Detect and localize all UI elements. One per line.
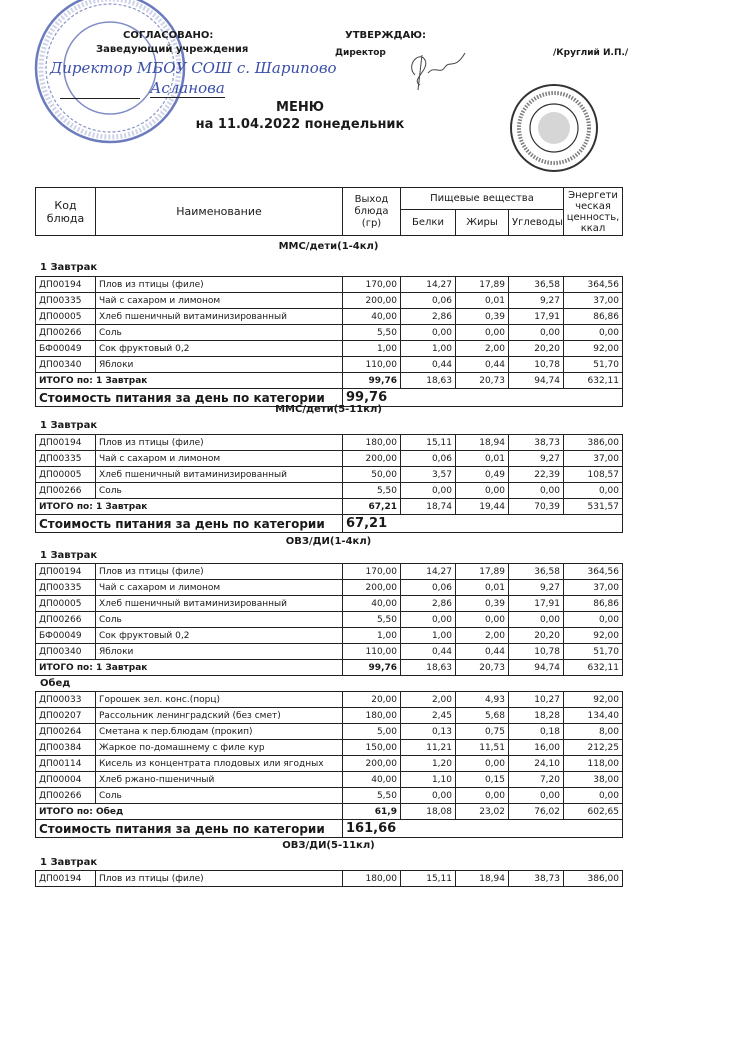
- fat-cell: 0,00: [456, 788, 509, 804]
- dish-code-cell: ДП00266: [36, 325, 96, 341]
- total-protein-cell: 18,74: [401, 499, 456, 515]
- carbs-cell: 0,18: [509, 724, 564, 740]
- meal-name: 1 Завтрак: [40, 857, 98, 868]
- dish-code-cell: БФ00049: [36, 628, 96, 644]
- protein-cell: 3,57: [401, 467, 456, 483]
- meal-name: Обед: [40, 678, 71, 689]
- table-row: [36, 277, 623, 293]
- fat-cell: 0,75: [456, 724, 509, 740]
- carbs-cell: 36,58: [509, 564, 564, 580]
- dish-code-cell: ДП00194: [36, 564, 96, 580]
- total-fat-cell: 20,73: [456, 660, 509, 676]
- menu-date: на 11.04.2022 понедельник: [195, 117, 405, 132]
- protein-cell: 2,45: [401, 708, 456, 724]
- cost-value: 67,21: [343, 515, 401, 533]
- energy-cell: 386,00: [564, 435, 623, 451]
- meal-name: 1 Завтрак: [40, 420, 98, 431]
- dish-code-cell: ДП00194: [36, 871, 96, 887]
- total-row: [36, 499, 623, 515]
- protein-cell: 15,11: [401, 435, 456, 451]
- table-row: [36, 483, 623, 499]
- fat-cell: 11,51: [456, 740, 509, 756]
- total-label: ИТОГО по: 1 Завтрак: [36, 373, 343, 389]
- dish-yield-cell: 40,00: [343, 772, 401, 788]
- dish-code-cell: ДП00004: [36, 772, 96, 788]
- carbs-cell: 20,20: [509, 341, 564, 357]
- total-carbs-cell: 70,39: [509, 499, 564, 515]
- dish-code-cell: ДП00207: [36, 708, 96, 724]
- total-row: [36, 373, 623, 389]
- dish-code-cell: ДП00005: [36, 596, 96, 612]
- dish-yield-cell: 180,00: [343, 435, 401, 451]
- dish-yield-cell: 40,00: [343, 596, 401, 612]
- dish-yield-cell: 200,00: [343, 451, 401, 467]
- energy-cell: 108,57: [564, 467, 623, 483]
- total-label: ИТОГО по: 1 Завтрак: [36, 499, 343, 515]
- total-fat-cell: 19,44: [456, 499, 509, 515]
- table-row: [36, 325, 623, 341]
- carbs-cell: 0,00: [509, 788, 564, 804]
- dish-yield-cell: 200,00: [343, 580, 401, 596]
- table-row: [36, 612, 623, 628]
- director-stamp: [508, 82, 600, 174]
- total-label: ИТОГО по: 1 Завтрак: [36, 660, 343, 676]
- carbs-cell: 9,27: [509, 580, 564, 596]
- dish-yield-cell: 50,00: [343, 467, 401, 483]
- fat-cell: 18,94: [456, 871, 509, 887]
- dish-name-cell: Хлеб пшеничный витаминизированный: [96, 309, 343, 325]
- fat-cell: 0,00: [456, 325, 509, 341]
- meal-name: 1 Завтрак: [40, 550, 98, 561]
- energy-cell: 92,00: [564, 628, 623, 644]
- dish-code-cell: ДП00335: [36, 580, 96, 596]
- meal-table: [35, 276, 623, 407]
- meal-name: 1 Завтрак: [40, 262, 98, 273]
- fat-cell: 0,01: [456, 580, 509, 596]
- dish-code-cell: ДП00033: [36, 692, 96, 708]
- approved-role: Директор: [335, 48, 386, 58]
- dish-name-cell: Хлеб пшеничный витаминизированный: [96, 467, 343, 483]
- total-yield-cell: 61,9: [343, 804, 401, 820]
- fat-cell: 0,39: [456, 309, 509, 325]
- dish-name-cell: Плов из птицы (филе): [96, 564, 343, 580]
- energy-cell: 37,00: [564, 580, 623, 596]
- protein-cell: 1,00: [401, 341, 456, 357]
- total-carbs-cell: 94,74: [509, 373, 564, 389]
- dish-name-cell: Чай с сахаром и лимоном: [96, 451, 343, 467]
- col-protein: Белки: [401, 210, 456, 236]
- energy-cell: 51,70: [564, 357, 623, 373]
- fat-cell: 18,94: [456, 435, 509, 451]
- dish-yield-cell: 110,00: [343, 644, 401, 660]
- total-fat-cell: 20,73: [456, 373, 509, 389]
- fat-cell: 0,00: [456, 756, 509, 772]
- table-row: [36, 628, 623, 644]
- carbs-cell: 17,91: [509, 309, 564, 325]
- protein-cell: 14,27: [401, 564, 456, 580]
- dish-yield-cell: 20,00: [343, 692, 401, 708]
- protein-cell: 1,20: [401, 756, 456, 772]
- carbs-cell: 7,20: [509, 772, 564, 788]
- fat-cell: 0,49: [456, 467, 509, 483]
- protein-cell: 0,06: [401, 451, 456, 467]
- table-row: [36, 564, 623, 580]
- total-protein-cell: 18,08: [401, 804, 456, 820]
- fat-cell: 0,44: [456, 644, 509, 660]
- dish-name-cell: Горошек зел. конс.(порц): [96, 692, 343, 708]
- carbs-cell: 36,58: [509, 277, 564, 293]
- energy-cell: 118,00: [564, 756, 623, 772]
- dish-yield-cell: 5,50: [343, 612, 401, 628]
- table-row: [36, 644, 623, 660]
- protein-cell: 0,44: [401, 357, 456, 373]
- dish-code-cell: ДП00266: [36, 612, 96, 628]
- dish-code-cell: ДП00266: [36, 483, 96, 499]
- protein-cell: 2,86: [401, 309, 456, 325]
- col-carbs: Углеводы: [509, 210, 564, 236]
- agreed-role: Заведующий учреждения: [96, 44, 249, 55]
- dish-name-cell: Соль: [96, 325, 343, 341]
- col-nutrients: Пищевые вещества: [401, 188, 564, 210]
- protein-cell: 0,06: [401, 580, 456, 596]
- table-row: [36, 293, 623, 309]
- fat-cell: 4,93: [456, 692, 509, 708]
- dish-name-cell: Плов из птицы (филе): [96, 871, 343, 887]
- fat-cell: 17,89: [456, 564, 509, 580]
- dish-yield-cell: 170,00: [343, 277, 401, 293]
- table-row: [36, 467, 623, 483]
- dish-yield-cell: 5,50: [343, 788, 401, 804]
- protein-cell: 2,86: [401, 596, 456, 612]
- dish-name-cell: Сметана к пер.блюдам (прокип): [96, 724, 343, 740]
- cost-value: 161,66: [343, 820, 401, 838]
- agreed-handwritten-note: Директор МБОУ СОШ с. Шарипово: [50, 59, 337, 77]
- fat-cell: 0,39: [456, 596, 509, 612]
- dish-code-cell: ДП00005: [36, 467, 96, 483]
- table-row: [36, 788, 623, 804]
- dish-yield-cell: 5,50: [343, 325, 401, 341]
- dish-name-cell: Сок фруктовый 0,2: [96, 628, 343, 644]
- carbs-cell: 16,00: [509, 740, 564, 756]
- col-name: Наименование: [96, 188, 343, 236]
- dish-name-cell: Соль: [96, 788, 343, 804]
- table-row: [36, 357, 623, 373]
- dish-code-cell: ДП00335: [36, 451, 96, 467]
- protein-cell: 0,00: [401, 483, 456, 499]
- energy-cell: 38,00: [564, 772, 623, 788]
- total-protein-cell: 18,63: [401, 373, 456, 389]
- cost-label: Стоимость питания за день по категории: [36, 515, 343, 533]
- dish-yield-cell: 5,50: [343, 483, 401, 499]
- protein-cell: 11,21: [401, 740, 456, 756]
- dish-name-cell: Плов из птицы (филе): [96, 277, 343, 293]
- carbs-cell: 38,73: [509, 871, 564, 887]
- dish-yield-cell: 1,00: [343, 628, 401, 644]
- dish-name-cell: Сок фруктовый 0,2: [96, 341, 343, 357]
- carbs-cell: 10,27: [509, 692, 564, 708]
- protein-cell: 0,00: [401, 612, 456, 628]
- protein-cell: 0,00: [401, 325, 456, 341]
- dish-code-cell: ДП00335: [36, 293, 96, 309]
- dish-name-cell: Соль: [96, 612, 343, 628]
- section-label: ОВЗ/ДИ(5-11кл): [282, 840, 375, 851]
- dish-name-cell: Хлеб пшеничный витаминизированный: [96, 596, 343, 612]
- meal-table: [35, 691, 623, 838]
- protein-cell: 1,10: [401, 772, 456, 788]
- total-row: [36, 660, 623, 676]
- dish-code-cell: ДП00194: [36, 277, 96, 293]
- agreed-signature: Асланова: [150, 79, 225, 97]
- total-yield-cell: 67,21: [343, 499, 401, 515]
- table-row: [36, 309, 623, 325]
- protein-cell: 14,27: [401, 277, 456, 293]
- dish-name-cell: Соль: [96, 483, 343, 499]
- energy-cell: 37,00: [564, 451, 623, 467]
- fat-cell: 0,00: [456, 612, 509, 628]
- table-row: [36, 740, 623, 756]
- fat-cell: 5,68: [456, 708, 509, 724]
- protein-cell: 0,13: [401, 724, 456, 740]
- menu-header-table: [35, 187, 623, 236]
- dish-name-cell: Яблоки: [96, 644, 343, 660]
- fat-cell: 0,00: [456, 483, 509, 499]
- carbs-cell: 0,00: [509, 483, 564, 499]
- fat-cell: 2,00: [456, 628, 509, 644]
- section-label: ММС/дети(5-11кл): [275, 404, 382, 415]
- total-carbs-cell: 76,02: [509, 804, 564, 820]
- fat-cell: 0,01: [456, 451, 509, 467]
- dish-yield-cell: 180,00: [343, 871, 401, 887]
- dish-code-cell: ДП00194: [36, 435, 96, 451]
- total-energy-cell: 602,65: [564, 804, 623, 820]
- energy-cell: 364,56: [564, 277, 623, 293]
- fat-cell: 0,44: [456, 357, 509, 373]
- total-energy-cell: 632,11: [564, 373, 623, 389]
- energy-cell: 364,56: [564, 564, 623, 580]
- carbs-cell: 18,28: [509, 708, 564, 724]
- dish-name-cell: Рассольник ленинградский (без смет): [96, 708, 343, 724]
- total-yield-cell: 99,76: [343, 660, 401, 676]
- energy-cell: 86,86: [564, 596, 623, 612]
- dish-name-cell: Хлеб ржано-пшеничный: [96, 772, 343, 788]
- energy-cell: 212,25: [564, 740, 623, 756]
- energy-cell: 0,00: [564, 483, 623, 499]
- energy-cell: 92,00: [564, 692, 623, 708]
- dish-code-cell: ДП00114: [36, 756, 96, 772]
- cost-row: [36, 515, 623, 533]
- dish-code-cell: ДП00264: [36, 724, 96, 740]
- protein-cell: 0,44: [401, 644, 456, 660]
- table-row: [36, 435, 623, 451]
- carbs-cell: 20,20: [509, 628, 564, 644]
- cost-label: Стоимость питания за день по категории: [36, 389, 343, 407]
- table-row: [36, 580, 623, 596]
- signature-line: [60, 98, 140, 99]
- dish-yield-cell: 200,00: [343, 756, 401, 772]
- fat-cell: 0,15: [456, 772, 509, 788]
- carbs-cell: 22,39: [509, 467, 564, 483]
- energy-cell: 92,00: [564, 341, 623, 357]
- table-row: [36, 724, 623, 740]
- energy-cell: 0,00: [564, 325, 623, 341]
- total-energy-cell: 632,11: [564, 660, 623, 676]
- col-energy: Энергети ческая ценность, ккал: [564, 188, 623, 236]
- cost-row: [36, 820, 623, 838]
- energy-cell: 134,40: [564, 708, 623, 724]
- protein-cell: 15,11: [401, 871, 456, 887]
- total-label: ИТОГО по: Обед: [36, 804, 343, 820]
- dish-code-cell: ДП00384: [36, 740, 96, 756]
- dish-name-cell: Чай с сахаром и лимоном: [96, 580, 343, 596]
- energy-cell: 0,00: [564, 788, 623, 804]
- col-yield: Выход блюда (гр): [343, 188, 401, 236]
- total-carbs-cell: 94,74: [509, 660, 564, 676]
- energy-cell: 0,00: [564, 612, 623, 628]
- fat-cell: 0,01: [456, 293, 509, 309]
- menu-title: МЕНЮ: [276, 100, 324, 115]
- dish-yield-cell: 40,00: [343, 309, 401, 325]
- table-row: [36, 772, 623, 788]
- col-fat: Жиры: [456, 210, 509, 236]
- carbs-cell: 9,27: [509, 293, 564, 309]
- dish-yield-cell: 170,00: [343, 564, 401, 580]
- dish-name-cell: Плов из птицы (филе): [96, 435, 343, 451]
- table-row: [36, 341, 623, 357]
- cost-empty-cell: [401, 820, 623, 838]
- approved-name: /Круглий И.П./: [553, 48, 629, 58]
- director-signature: [400, 45, 470, 95]
- carbs-cell: 24,10: [509, 756, 564, 772]
- fat-cell: 17,89: [456, 277, 509, 293]
- dish-code-cell: ДП00266: [36, 788, 96, 804]
- dish-code-cell: ДП00340: [36, 357, 96, 373]
- protein-cell: 0,00: [401, 788, 456, 804]
- agreed-label: СОГЛАСОВАНО:: [123, 30, 214, 41]
- carbs-cell: 0,00: [509, 325, 564, 341]
- dish-code-cell: ДП00005: [36, 309, 96, 325]
- energy-cell: 37,00: [564, 293, 623, 309]
- carbs-cell: 10,78: [509, 357, 564, 373]
- meal-table: [35, 563, 623, 676]
- dish-yield-cell: 180,00: [343, 708, 401, 724]
- dish-name-cell: Кисель из концентрата плодовых или ягодных: [96, 756, 343, 772]
- energy-cell: 86,86: [564, 309, 623, 325]
- table-row: [36, 451, 623, 467]
- carbs-cell: 38,73: [509, 435, 564, 451]
- fat-cell: 2,00: [456, 341, 509, 357]
- energy-cell: 386,00: [564, 871, 623, 887]
- table-row: [36, 871, 623, 887]
- table-row: [36, 596, 623, 612]
- col-code: Код блюда: [36, 188, 96, 236]
- meal-table: [35, 870, 623, 887]
- dish-name-cell: Жаркое по-домашнему с филе кур: [96, 740, 343, 756]
- energy-cell: 51,70: [564, 644, 623, 660]
- cost-empty-cell: [401, 515, 623, 533]
- approved-label: УТВЕРЖДАЮ:: [345, 30, 426, 41]
- dish-name-cell: Чай с сахаром и лимоном: [96, 293, 343, 309]
- cost-label: Стоимость питания за день по категории: [36, 820, 343, 838]
- protein-cell: 0,06: [401, 293, 456, 309]
- meal-table: [35, 434, 623, 533]
- dish-yield-cell: 5,00: [343, 724, 401, 740]
- protein-cell: 1,00: [401, 628, 456, 644]
- section-label: ОВЗ/ДИ(1-4кл): [285, 536, 372, 547]
- carbs-cell: 9,27: [509, 451, 564, 467]
- dish-yield-cell: 110,00: [343, 357, 401, 373]
- table-row: [36, 708, 623, 724]
- total-energy-cell: 531,57: [564, 499, 623, 515]
- table-row: [36, 756, 623, 772]
- total-yield-cell: 99,76: [343, 373, 401, 389]
- total-fat-cell: 23,02: [456, 804, 509, 820]
- dish-yield-cell: 200,00: [343, 293, 401, 309]
- dish-code-cell: БФ00049: [36, 341, 96, 357]
- carbs-cell: 17,91: [509, 596, 564, 612]
- carbs-cell: 10,78: [509, 644, 564, 660]
- carbs-cell: 0,00: [509, 612, 564, 628]
- dish-yield-cell: 150,00: [343, 740, 401, 756]
- dish-name-cell: Яблоки: [96, 357, 343, 373]
- protein-cell: 2,00: [401, 692, 456, 708]
- total-row: [36, 804, 623, 820]
- table-row: [36, 692, 623, 708]
- total-protein-cell: 18,63: [401, 660, 456, 676]
- energy-cell: 8,00: [564, 724, 623, 740]
- cost-value: 99,76: [343, 389, 401, 407]
- section-label: ММС/дети(1-4кл): [278, 241, 379, 252]
- dish-yield-cell: 1,00: [343, 341, 401, 357]
- dish-code-cell: ДП00340: [36, 644, 96, 660]
